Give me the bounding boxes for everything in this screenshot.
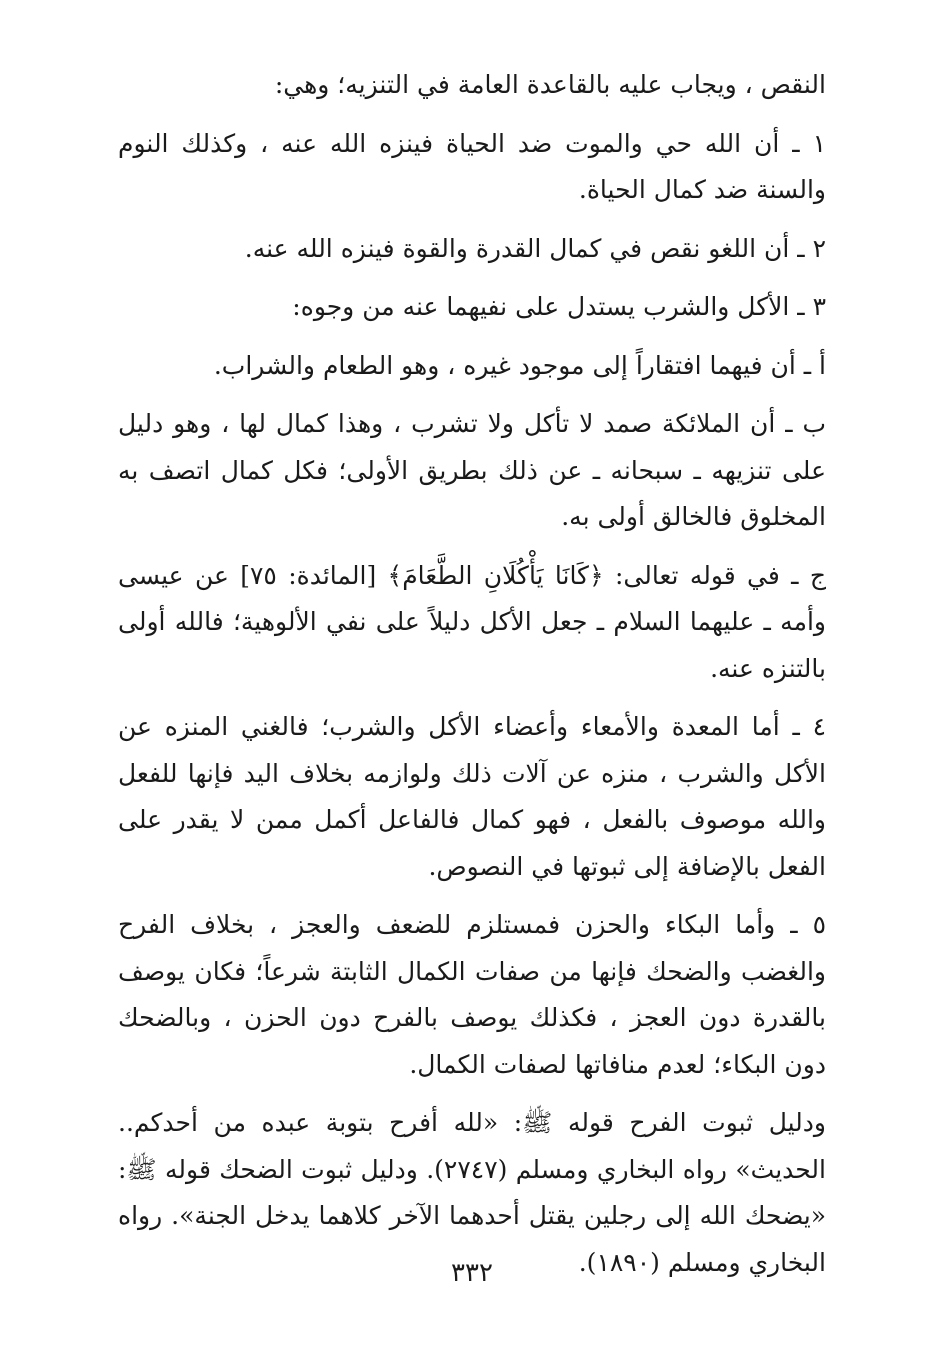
paragraph-point-3: ٣ ـ الأكل والشرب يستدل على نفيهما عنه من وجوه: [292,292,826,321]
page-number: ٣٣٢ [451,1258,493,1288]
paragraph-point-4: ٤ ـ أما المعدة والأمعاء وأعضاء الأكل والشرب؛ فالغني المنزه عن الأكل والشرب ، منزه عن آلات ذلك ولوازمه بخلاف اليد فإنها للفعل والله موصوف بالفعل ، فهو كمال فالفاعل أكمل ممن لا يقدر على الفعل بالإضافة إلى ثبوتها في النصوص. [118,712,826,881]
paragraph-point-3b: ب ـ أن الملائكة صمد لا تأكل ولا تشرب ، وهذا كمال لها ، وهو دليل على تنزيهه ـ سبحانه ـ عن ذلك بطريق الأولى؛ فكل كمال اتصف به المخلوق فالخالق أولى به. [118,409,826,531]
paragraph-evidence: ودليل ثبوت الفرح قوله ﷺ: «لله أفرح بتوبة عبده من أحدكم.. الحديث» رواه البخاري ومسلم (٢٧٤٧). ودليل ثبوت الضحك قوله ﷺ: «يضحك الله إلى رجلين يقتل أحدهما الآخر كلاهما يدخل الجنة». رواه البخاري ومسلم (١٨٩٠). [118,1108,826,1277]
paragraph-point-2: ٢ ـ أن اللغو نقص في كمال القدرة والقوة فينزه الله عنه. [244,233,826,263]
paragraph-intro: النقص ، ويجاب عليه بالقاعدة العامة في التنزيه؛ وهي: [274,70,826,99]
paragraph-point-3c: ج ـ في قوله تعالى: ﴿كَانَا يَأْكُلَانِ الطَّعَامَ﴾ [المائدة: ٧٥] عن عيسى وأمه ـ عليهما السلام ـ جعل الأكل دليلاً على نفي الألوهية؛ فالله أولى بالتنزه عنه. [118,560,826,683]
paragraph-point-1: ١ ـ أن الله حي والموت ضد الحياة فينزه الله عنه ، وكذلك النوم والسنة ضد كمال الحياة. [118,128,826,204]
paragraph-point-5: ٥ ـ وأما البكاء والحزن فمستلزم للضعف والعجز ، بخلاف الفرح والغضب والضحك فإنها من صفات الكمال الثابتة شرعاً؛ فكان يوصف بالقدرة دون العجز ، فكذلك يوصف بالفرح دون الحزن ، وبالضحك دون البكاء؛ لعدم منافاتها لصفات الكمال. [118,910,826,1079]
page-body-text [118,62,826,1298]
paragraph-point-3a: أ ـ أن فيهما افتقاراً إلى موجود غيره ، وهو الطعام والشراب. [213,350,826,380]
